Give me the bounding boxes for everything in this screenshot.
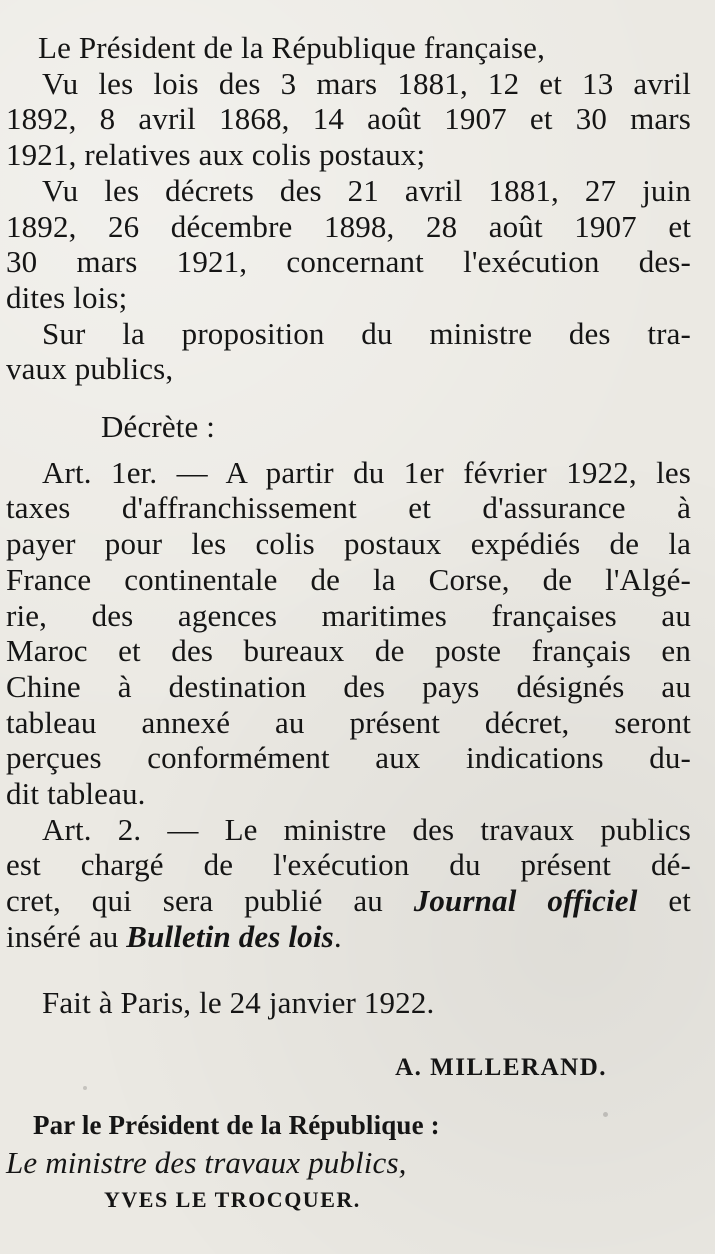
article-1-line-10: dit tableau. xyxy=(6,776,146,812)
article-1-line-6: Maroc et des bureaux de poste français en xyxy=(6,633,691,669)
document-title: Le Président de la République française, xyxy=(38,30,545,65)
vu-decrets-line-4: dites lois; xyxy=(6,279,128,315)
fait-a-paris-line: Fait à Paris, le 24 janvier 1922. xyxy=(42,984,435,1020)
article-2-line-3 xyxy=(6,883,691,919)
decrete-heading: Décrète : xyxy=(101,409,216,445)
article-1-line-9: perçues conformément aux indications du- xyxy=(6,740,691,776)
proposition-line-2: vaux publics, xyxy=(6,351,174,387)
journal-officiel-title: Journal officiel xyxy=(413,883,638,919)
article-1-line-7: Chine à destination des pays désignés au xyxy=(6,668,691,704)
article-1-line-1: Art. 1er. — A partir du 1er février 1922, les xyxy=(42,454,691,490)
minister-role-line: Le ministre des travaux publics, xyxy=(6,1144,407,1180)
article-2-line-2: est chargé de l'exécution du présent dé- xyxy=(6,847,691,883)
article-2-line-1: Art. 2. — Le ministre des travaux publics xyxy=(42,811,691,847)
ink-speck xyxy=(603,1112,608,1117)
article-1-line-5: rie, des agences maritimes françaises au xyxy=(6,597,691,633)
article-2-line-4-prefix: inséré au xyxy=(6,918,127,954)
vu-decrets-line-1: Vu les décrets des 21 avril 1881, 27 juin xyxy=(42,172,691,208)
bulletin-des-lois-title: Bulletin des lois xyxy=(126,918,334,954)
article-1-line-4: France continentale de la Corse, de l'Algé- xyxy=(6,561,691,597)
vu-decrets-line-3: 30 mars 1921, concernant l'exécution des- xyxy=(6,244,691,280)
article-2-line-4 xyxy=(6,919,691,955)
par-le-president-line: Par le Président de la République : xyxy=(33,1109,440,1140)
proposition-line-1: Sur la proposition du ministre des tra- xyxy=(42,315,691,351)
ink-speck xyxy=(521,826,529,833)
vu-decrets-line-2: 1892, 26 décembre 1898, 28 août 1907 et xyxy=(6,208,691,244)
article-1-line-2: taxes d'affranchissement et d'assurance à xyxy=(6,490,691,526)
article-1-line-8: tableau annexé au présent décret, seront xyxy=(6,704,691,740)
article-2-line-3-suffix: et xyxy=(637,883,691,919)
minister-signature: YVES LE TROCQUER. xyxy=(104,1186,361,1212)
article-2-line-4-suffix: . xyxy=(333,918,342,954)
president-signature: A. MILLERAND. xyxy=(395,1054,607,1082)
vu-lois-line-3: 1921, relatives aux colis postaux; xyxy=(6,137,426,173)
vu-lois-line-1: Vu les lois des 3 mars 1881, 12 et 13 avril xyxy=(42,65,691,101)
article-2-line-3-prefix: cret, qui sera publié au xyxy=(6,883,414,919)
vu-lois-line-2: 1892, 8 avril 1868, 14 août 1907 et 30 mars xyxy=(6,101,691,137)
article-1-line-3: payer pour les colis postaux expédiés de la xyxy=(6,526,691,562)
ink-speck xyxy=(83,1086,87,1090)
